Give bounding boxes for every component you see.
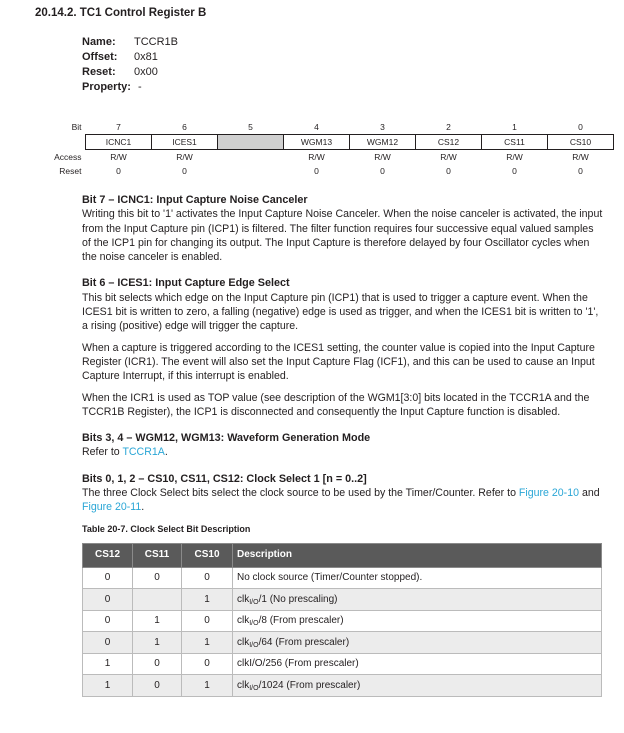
bit-number: 3 bbox=[380, 122, 385, 132]
col-header-cs12: CS12 bbox=[83, 543, 133, 567]
bit-reset: 0 bbox=[446, 166, 451, 176]
table-row: 0 1 clk$_{I/O}$/1 (No prescaling) bbox=[83, 589, 602, 611]
bit-name-reserved bbox=[218, 135, 284, 150]
bit-reset: 0 bbox=[314, 166, 319, 176]
bit-number: 2 bbox=[446, 122, 451, 132]
bit-name: CS10 bbox=[548, 135, 614, 150]
table-row: 0 1 0 clk$_{I/O}$/8 (From prescaler) bbox=[83, 610, 602, 632]
offset-label: Offset: bbox=[82, 51, 118, 63]
figure-20-10-link[interactable]: Figure 20-10 bbox=[518, 487, 579, 500]
bit-number: 5 bbox=[248, 122, 253, 132]
bit-number: 1 bbox=[512, 122, 517, 132]
bit-number: 7 bbox=[116, 122, 121, 132]
table-row: 1 0 1 clk$_{I/O}$/1024 (From prescaler) bbox=[83, 675, 602, 697]
register-bit-table bbox=[38, 120, 614, 178]
clock-select-table bbox=[82, 543, 602, 697]
register-name: TCCR1B bbox=[134, 36, 179, 48]
bit-access: R/W bbox=[176, 152, 193, 162]
section-title: 20.14.2. TC1 Control Register B bbox=[35, 7, 207, 19]
bit-name: CS12 bbox=[416, 135, 482, 150]
col-header-cs11: CS11 bbox=[133, 543, 182, 567]
bit-name: CS11 bbox=[482, 135, 548, 150]
register-info bbox=[82, 35, 178, 95]
bit-reset bbox=[218, 164, 284, 178]
bit-reset: 0 bbox=[380, 166, 385, 176]
bit-reset: 0 bbox=[116, 166, 121, 176]
bit-name: WGM13 bbox=[284, 135, 350, 150]
figure-20-11-link[interactable]: Figure 20-11 bbox=[82, 501, 142, 514]
bits34-text: Refer to TCCR1A. bbox=[82, 446, 168, 459]
register-reset: 0x00 bbox=[134, 66, 158, 78]
bit-name: ICNC1 bbox=[86, 135, 152, 150]
bit-access: R/W bbox=[572, 152, 589, 162]
property-label: Property: bbox=[82, 81, 131, 93]
tccr1a-link[interactable]: TCCR1A bbox=[122, 446, 165, 459]
col-header-cs10: CS10 bbox=[182, 543, 233, 567]
bit6-heading: Bit 6 – ICES1: Input Capture Edge Select bbox=[82, 277, 290, 290]
col-header-description: Description bbox=[233, 543, 602, 567]
table-row: 0 0 0 No clock source (Timer/Counter stopped). bbox=[83, 567, 602, 589]
bit-reset: 0 bbox=[182, 166, 187, 176]
bit-access: R/W bbox=[110, 152, 127, 162]
bit-number: 4 bbox=[314, 122, 319, 132]
bit7-text: Writing this bit to '1' activates the Input Capture Noise Canceler. When the noise canceler is activated, the input from the Input Capture pin (ICP1) is filtered. The filter function requires four successive equal valued samples of the ICP1 pin for changing its output. The Input Capture is therefore delayed by four Oscillator cycles when the noise canceler is enabled. bbox=[82, 208, 603, 264]
register-property: - bbox=[138, 81, 142, 93]
reset-row-label: Reset bbox=[59, 166, 82, 176]
bit-access: R/W bbox=[506, 152, 523, 162]
bit-access: R/W bbox=[374, 152, 391, 162]
table-caption: Table 20-7. Clock Select Bit Description bbox=[82, 523, 251, 534]
register-offset: 0x81 bbox=[134, 51, 158, 63]
bit-reset: 0 bbox=[578, 166, 583, 176]
bit6-text-3: When the ICR1 is used as TOP value (see description of the WGM1[3:0] bits located in the TCCR1A and the TCCR1B Register), the ICP1 is disconnected and consequently the Input Capture function is disabled. bbox=[82, 391, 590, 418]
bit-name: WGM12 bbox=[350, 135, 416, 150]
bit-access: R/W bbox=[308, 152, 325, 162]
access-row-label: Access bbox=[54, 151, 82, 162]
bits012-heading: Bits 0, 1, 2 – CS10, CS11, CS12: Clock Select 1 [n = 0..2] bbox=[82, 472, 367, 485]
reset-label: Reset: bbox=[82, 66, 116, 78]
description-body bbox=[82, 193, 604, 697]
bit-reset: 0 bbox=[512, 166, 517, 176]
name-label: Name: bbox=[82, 36, 116, 48]
bit-access bbox=[218, 150, 284, 165]
bit-access: R/W bbox=[440, 152, 457, 162]
bit6-text-2: When a capture is triggered according to the ICES1 setting, the counter value is copied into the Input Capture Register (ICR1). The event will also set the Input Capture Flag (ICF1), and this can be used to cause an Input Capture Interrupt, if this interrupt is enabled. bbox=[82, 341, 595, 383]
bit7-heading: Bit 7 – ICNC1: Input Capture Noise Canceler bbox=[82, 194, 308, 206]
bit-number: 6 bbox=[182, 122, 187, 132]
table-row: 1 0 0 clkI/O/256 (From prescaler) bbox=[83, 653, 602, 675]
table-row: 0 1 1 clk$_{I/O}$/64 (From prescaler) bbox=[83, 632, 602, 654]
bit-row-label: Bit bbox=[71, 122, 82, 133]
bits34-heading: Bits 3, 4 – WGM12, WGM13: Waveform Generation Mode bbox=[82, 432, 371, 445]
bit-name: ICES1 bbox=[152, 135, 218, 150]
bit6-text-1: This bit selects which edge on the Input Capture pin (ICP1) that is used to trigger a capture event. When the ICES1 bit is written to zero, a falling (negative) edge is used as trigger, and when the ICES1 bit is written to '1', a rising (positive) edge will trigger the capture. bbox=[82, 291, 599, 333]
bit-number: 0 bbox=[578, 122, 583, 132]
bits012-text: The three Clock Select bits select the clock source to be used by the Timer/Counter. Refer to Figure 20-10 and Figure 20-11. bbox=[82, 487, 600, 514]
